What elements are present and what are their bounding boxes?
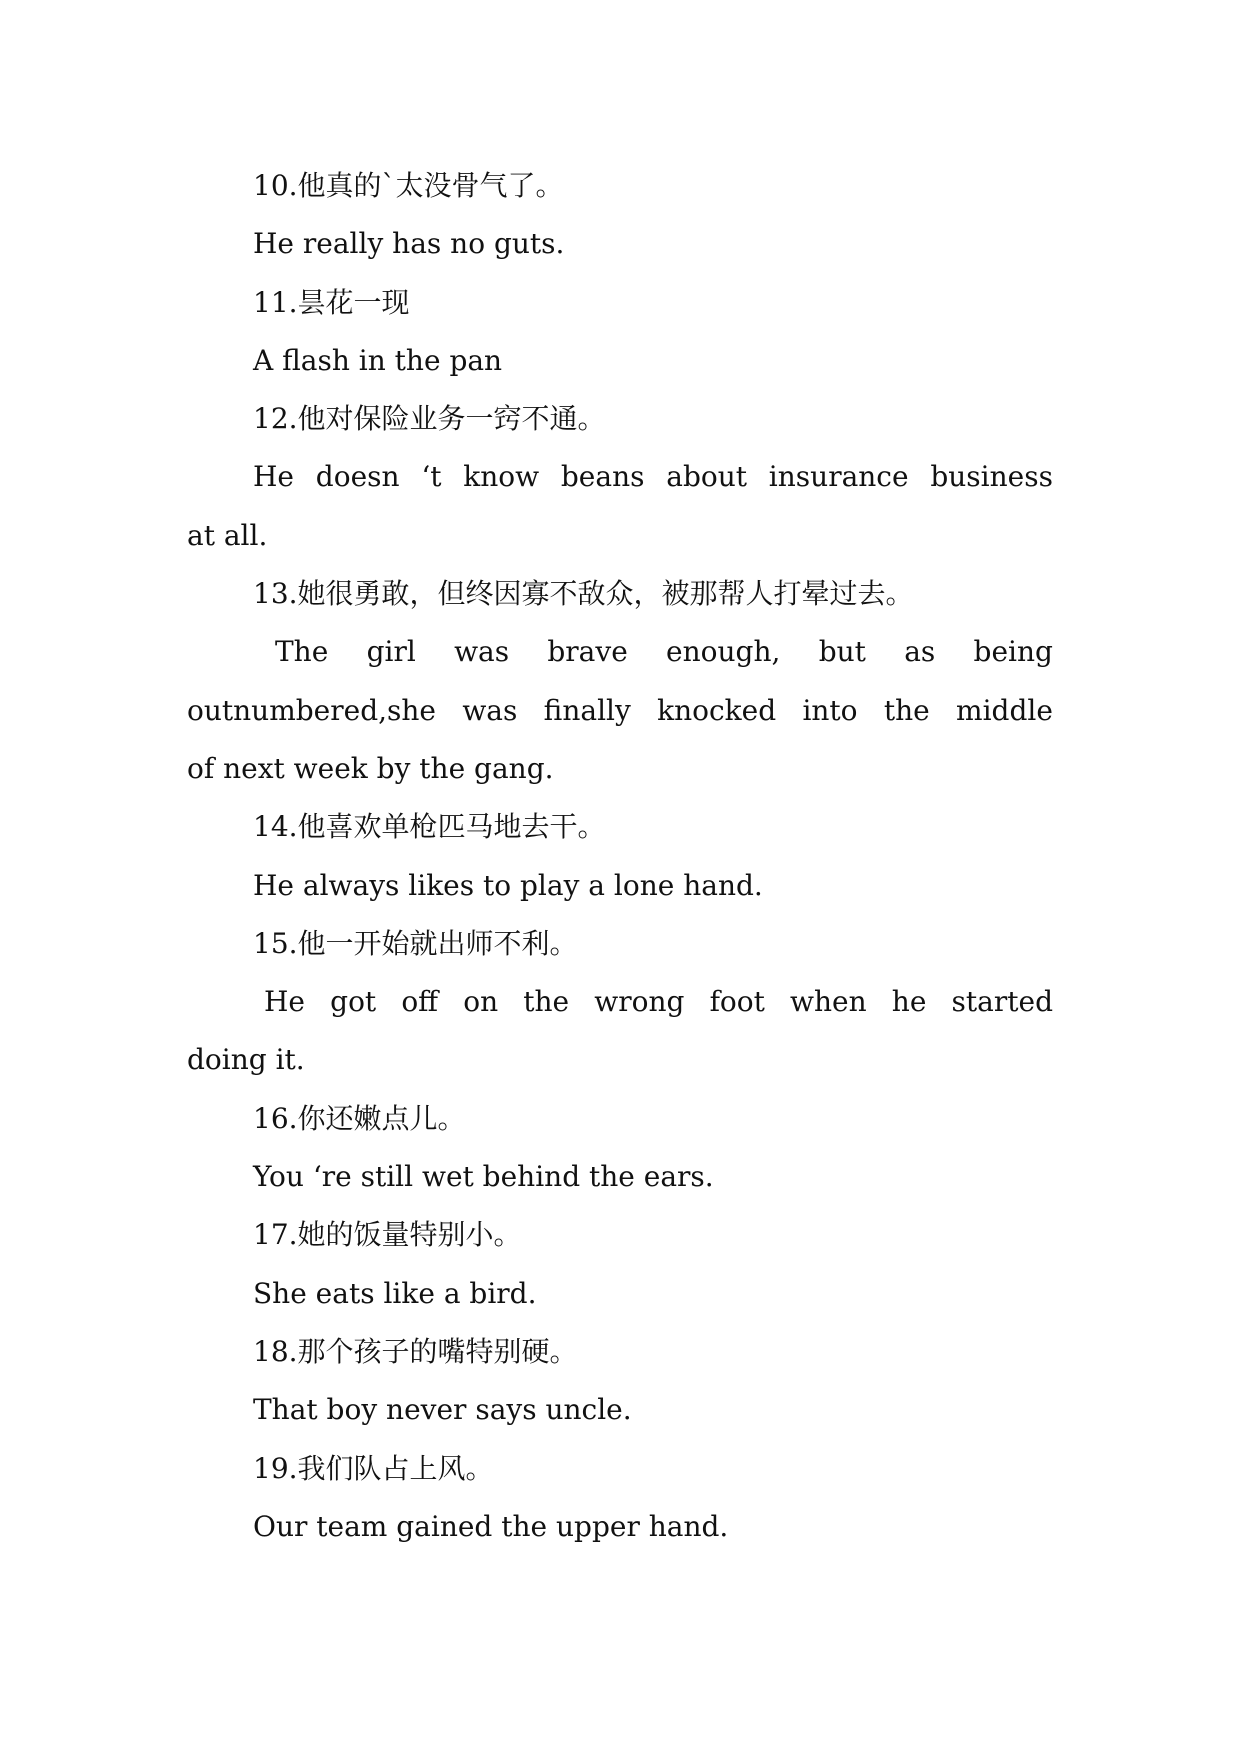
item-17-chinese: 17.她的饭量特别小。 <box>253 1218 522 1252</box>
word: when <box>790 985 867 1019</box>
item-14-english: He always likes to play a lone hand. <box>253 868 763 902</box>
item-12-chinese: 12.他对保险业务一窍不通。 <box>253 402 606 436</box>
item-15-english-line-1 <box>187 973 1053 1031</box>
item-13-english-line-3: of next week by the gang. <box>187 751 554 785</box>
item-17-english: She eats like a bird. <box>253 1276 537 1310</box>
word: insurance <box>768 460 909 494</box>
word: the <box>883 693 930 727</box>
item-15-english-line-2: doing it. <box>187 1043 305 1077</box>
word: was <box>454 635 510 669</box>
item-19-chinese: 19.我们队占上风。 <box>253 1451 494 1485</box>
item-13-english-line-1 <box>187 623 1053 681</box>
word: enough, <box>666 635 781 669</box>
word: outnumbered,she <box>187 693 437 727</box>
word: know <box>463 460 540 494</box>
item-19-english: Our team gained the upper hand. <box>253 1509 729 1543</box>
word: business <box>930 460 1053 494</box>
word: being <box>973 635 1053 669</box>
word: into <box>802 693 858 727</box>
item-11-chinese: 11.昙花一现 <box>253 285 410 319</box>
word: doesn <box>315 460 400 494</box>
word: got <box>330 985 377 1019</box>
word: He <box>264 985 305 1019</box>
word: was <box>462 693 518 727</box>
document-body <box>187 157 1053 1556</box>
word: finally <box>543 693 631 727</box>
word: about <box>666 460 748 494</box>
word: wrong <box>594 985 685 1019</box>
word: The <box>275 635 329 669</box>
word: he <box>891 985 927 1019</box>
item-16-chinese: 16.你还嫩点儿。 <box>253 1101 466 1135</box>
item-13-chinese: 13.她很勇敢，但终因寡不敌众，被那帮人打晕过去。 <box>253 577 914 611</box>
item-12-english-line-2: at all. <box>187 518 268 552</box>
word: off <box>401 985 439 1019</box>
item-10-chinese: 10.他真的`太没骨气了。 <box>253 169 564 202</box>
word: but <box>818 635 866 669</box>
word: started <box>951 985 1053 1019</box>
word: the <box>523 985 570 1019</box>
item-18-english: That boy never says uncle. <box>253 1393 632 1427</box>
word: brave <box>547 635 628 669</box>
item-12-english-line-1 <box>187 448 1053 506</box>
word: on <box>463 985 499 1019</box>
word: foot <box>709 985 765 1019</box>
item-14-chinese: 14.他喜欢单枪匹马地去干。 <box>253 810 606 844</box>
word: ‘t <box>421 460 442 494</box>
word: He <box>253 460 294 494</box>
item-15-chinese: 15.他一开始就出师不利。 <box>253 926 578 960</box>
word: beans <box>560 460 645 494</box>
word: knocked <box>657 693 777 727</box>
word: as <box>904 635 936 669</box>
item-13-english-line-2 <box>187 682 1053 740</box>
item-10-english: He really has no guts. <box>253 227 565 261</box>
item-18-chinese: 18.那个孩子的嘴特别硬。 <box>253 1334 578 1368</box>
item-11-english: A flash in the pan <box>253 343 503 377</box>
word: middle <box>956 693 1053 727</box>
word: girl <box>366 635 416 669</box>
item-16-english: You ‘re still wet behind the ears. <box>253 1160 714 1194</box>
